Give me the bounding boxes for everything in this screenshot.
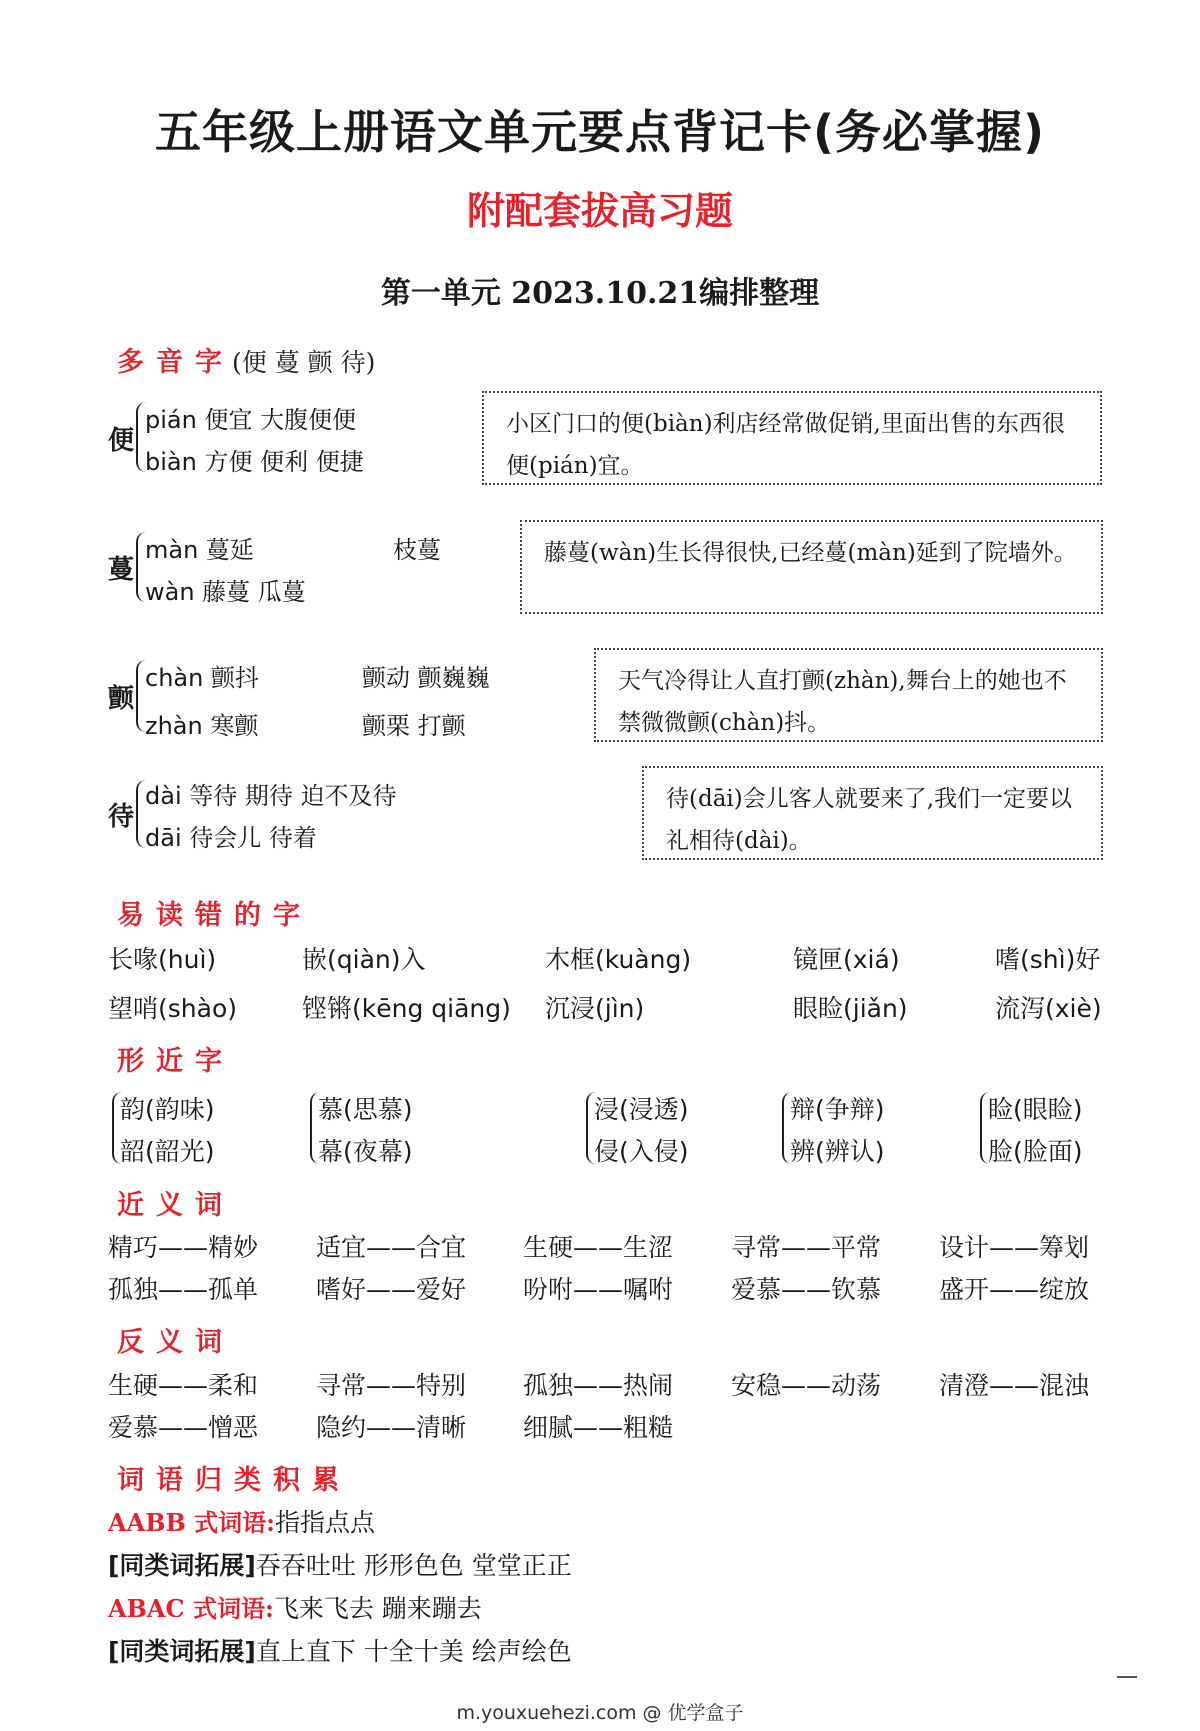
misread-item: 长喙(huì)	[108, 945, 217, 974]
poly-extra: 颤栗 打颤	[362, 712, 466, 740]
abac-extension-row	[108, 1632, 572, 1668]
poly-char: 便	[108, 426, 135, 456]
abac-extension: 直上直下 十全十美 绘声绘色	[255, 1637, 572, 1666]
extension-label: [同类词拓展]	[108, 1551, 256, 1580]
antonym-pair: 寻常——特别	[316, 1371, 467, 1400]
section-heading-polyphonic: 多音字	[117, 347, 234, 378]
antonym-pair: 隐约——清晰	[316, 1413, 467, 1442]
synonym-pair: 寻常——平常	[731, 1233, 882, 1262]
aabb-row	[108, 1503, 375, 1539]
section-heading-word-groups: 词语归类积累	[117, 1465, 351, 1496]
aabb-label: AABB 式词语:	[108, 1508, 276, 1537]
decorative-mark	[1117, 1676, 1137, 1678]
misread-item: 嗜(shì)好	[995, 945, 1101, 974]
synonym-pair: 盛开——绽放	[939, 1275, 1090, 1304]
similar-char: 辨(辨认)	[790, 1137, 885, 1166]
aabb-extension: 吞吞吐吐 形形色色 堂堂正正	[255, 1551, 572, 1580]
unit-line: 第一单元 2023.10.21编排整理	[380, 276, 820, 311]
footer-watermark: m.youxuehezi.com @ 优学盒子	[456, 1702, 744, 1724]
similar-char: 韵(韵味)	[120, 1095, 215, 1124]
misread-item: 沉浸(jìn)	[545, 994, 645, 1023]
misread-item: 木框(kuàng)	[545, 945, 692, 974]
antonym-pair: 孤独——热闹	[523, 1371, 674, 1400]
poly-line: pián 便宜 大腹便便	[145, 406, 357, 434]
aabb-value: 指指点点	[275, 1508, 376, 1537]
similar-char: 慕(思慕)	[318, 1095, 413, 1124]
page-title: 五年级上册语文单元要点背记卡(务必掌握)	[154, 105, 1046, 159]
example-box: 天气冷得让人直打颤(zhàn),舞台上的她也不禁微微颤(chàn)抖。	[594, 648, 1103, 742]
poly-extra: 颤动 颤巍巍	[362, 664, 490, 692]
misread-item: 镜匣(xiá)	[793, 945, 900, 974]
poly-line: zhàn 寒颤	[145, 712, 259, 740]
synonym-pair: 生硬——生涩	[523, 1233, 674, 1262]
poly-line: biàn 方便 便利 便捷	[145, 448, 364, 476]
synonym-pair: 适宜——合宜	[316, 1233, 467, 1262]
synonym-pair: 设计——筹划	[939, 1233, 1090, 1262]
example-box: 待(dāi)会儿客人就要来了,我们一定要以礼相待(dài)。	[642, 766, 1103, 860]
poly-extra: 枝蔓	[393, 536, 441, 564]
section-heading-misread: 易读错的字	[117, 900, 312, 931]
abac-row	[108, 1589, 482, 1625]
misread-item: 望哨(shào)	[108, 994, 237, 1023]
aabb-extension-row	[108, 1546, 572, 1582]
poly-char: 颤	[108, 684, 135, 714]
poly-char: 待	[108, 802, 135, 832]
misread-item: 眼睑(jiǎn)	[793, 994, 908, 1023]
example-box: 小区门口的便(biàn)利店经常做促销,里面出售的东西很便(pián)宜。	[482, 391, 1102, 485]
antonym-pair: 生硬——柔和	[108, 1371, 259, 1400]
misread-item: 流泻(xiè)	[995, 994, 1102, 1023]
similar-char: 韶(韶光)	[120, 1137, 215, 1166]
synonym-pair: 嗜好——爱好	[316, 1275, 467, 1304]
synonym-pair: 孤独——孤单	[108, 1275, 259, 1304]
poly-line: màn 蔓延	[145, 536, 254, 564]
abac-value: 飞来飞去 蹦来蹦去	[273, 1594, 482, 1623]
similar-char: 浸(浸透)	[594, 1095, 689, 1124]
synonym-pair: 精巧——精妙	[108, 1233, 259, 1262]
synonym-pair: 爱慕——钦慕	[731, 1275, 882, 1304]
section-heading-similar-chars: 形近字	[117, 1046, 234, 1077]
section-heading-antonyms: 反义词	[117, 1327, 234, 1358]
extension-label: [同类词拓展]	[108, 1637, 256, 1666]
poly-line: chàn 颤抖	[145, 664, 259, 692]
antonym-pair: 清澄——混浊	[939, 1371, 1090, 1400]
antonym-pair: 安稳——动荡	[731, 1371, 882, 1400]
similar-char: 幕(夜幕)	[318, 1137, 413, 1166]
poly-line: wàn 藤蔓 瓜蔓	[145, 578, 306, 606]
antonym-pair: 细腻——粗糙	[523, 1413, 674, 1442]
abac-label: ABAC 式词语:	[108, 1594, 274, 1623]
misread-item: 嵌(qiàn)入	[302, 945, 426, 974]
antonym-pair: 爱慕——憎恶	[108, 1413, 259, 1442]
similar-char: 脸(脸面)	[988, 1137, 1083, 1166]
synonym-pair: 吩咐——嘱咐	[523, 1275, 674, 1304]
poly-char: 蔓	[108, 555, 135, 585]
example-box: 藤蔓(wàn)生长得很快,已经蔓(màn)延到了院墙外。	[520, 520, 1103, 614]
similar-char: 睑(眼睑)	[988, 1095, 1083, 1124]
section-heading-synonyms: 近义词	[117, 1190, 234, 1221]
misread-item: 铿锵(kēng qiāng)	[302, 994, 511, 1023]
polyphonic-note: (便 蔓 颤 待)	[232, 348, 376, 377]
page-subtitle: 附配套拔高习题	[466, 189, 733, 233]
similar-char: 辩(争辩)	[790, 1095, 885, 1124]
poly-line: dài 等待 期待 迫不及待	[145, 782, 397, 810]
similar-char: 侵(入侵)	[594, 1137, 689, 1166]
poly-line: dāi 待会儿 待着	[145, 824, 317, 852]
